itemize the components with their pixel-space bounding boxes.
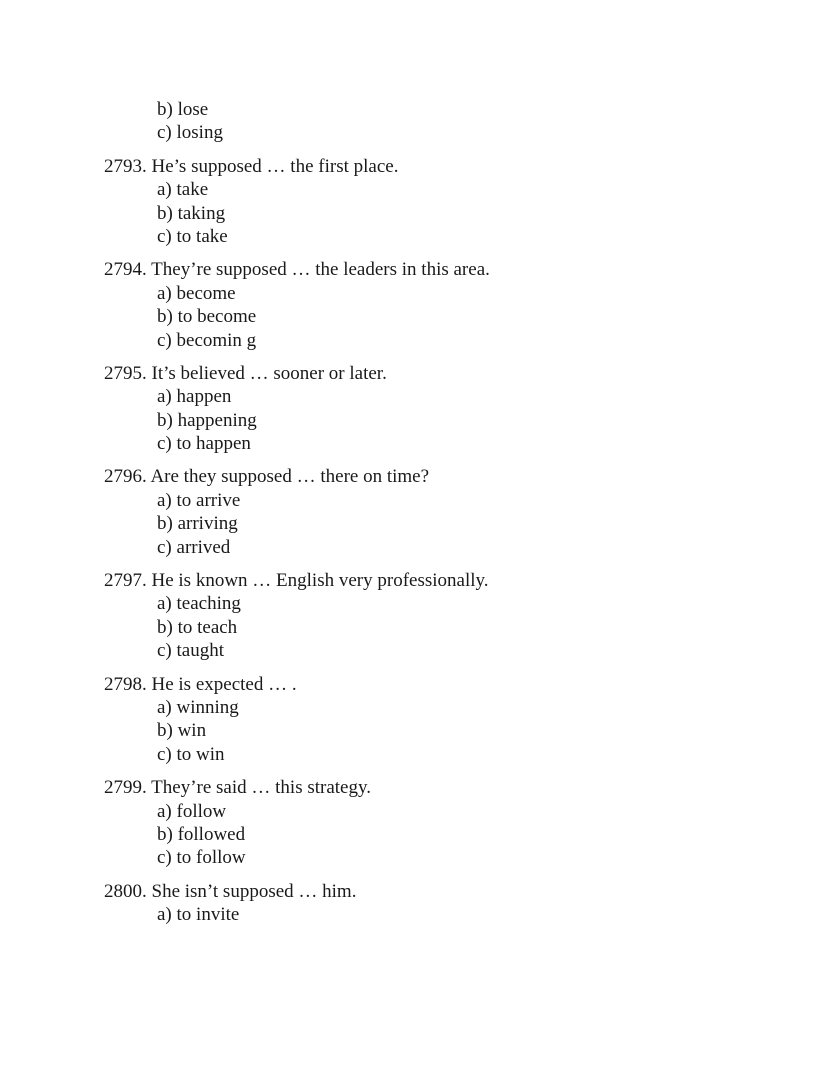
option-list [0,385,828,455]
option-a: a) take [157,179,209,201]
question-stem: 2796. Are they supposed … there on time? [104,466,430,488]
option-a: a) follow [157,800,227,822]
option-b: b) taking [157,202,226,224]
option-c: c) arrived [157,536,231,558]
option-c: c) taught [157,640,225,662]
question-2796 [0,465,828,559]
question-2795 [0,362,828,456]
worksheet-page [0,98,828,927]
option-c: c) losing [157,122,223,144]
option-a: a) to invite [157,904,240,926]
option-list [0,800,828,870]
option-list [0,696,828,766]
option-b: b) win [157,720,207,742]
question-stem: 2798. He is expected … . [104,673,297,695]
question-2798 [0,673,828,767]
option-list [0,489,828,559]
option-c: c) to win [157,743,225,765]
question-stem: 2794. They’re supposed … the leaders in this area. [104,259,490,281]
question-stem: 2797. He is known … English very professionally. [104,570,489,592]
question-2799 [0,776,828,870]
option-b: b) to become [157,306,257,328]
option-c: c) becomin g [157,329,257,351]
option-c: c) to happen [157,433,251,455]
option-c: c) to take [157,225,228,247]
option-b: b) lose [157,99,209,120]
option-a: a) to arrive [157,489,241,511]
option-b: b) arriving [157,513,238,535]
question-stem: 2799. They’re said … this strategy. [104,777,372,799]
option-b: b) happening [157,409,257,431]
continued-options [0,98,828,145]
option-b: b) to teach [157,616,238,638]
option-c: c) to follow [157,847,246,869]
option-a: a) winning [157,696,239,718]
question-stem: 2795. It’s believed … sooner or later. [104,362,387,384]
option-list [0,178,828,248]
option-a: a) become [157,282,236,304]
question-stem: 2800. She isn’t supposed … him. [104,880,357,902]
question-2797 [0,569,828,663]
option-list [0,903,828,926]
question-2794 [0,258,828,352]
question-2793 [0,155,828,249]
option-list [0,592,828,662]
option-a: a) teaching [157,593,241,615]
question-stem: 2793. He’s supposed … the first place. [104,155,399,177]
option-b: b) followed [157,823,246,845]
option-list [0,282,828,352]
question-2800 [0,880,828,927]
option-a: a) happen [157,386,232,408]
